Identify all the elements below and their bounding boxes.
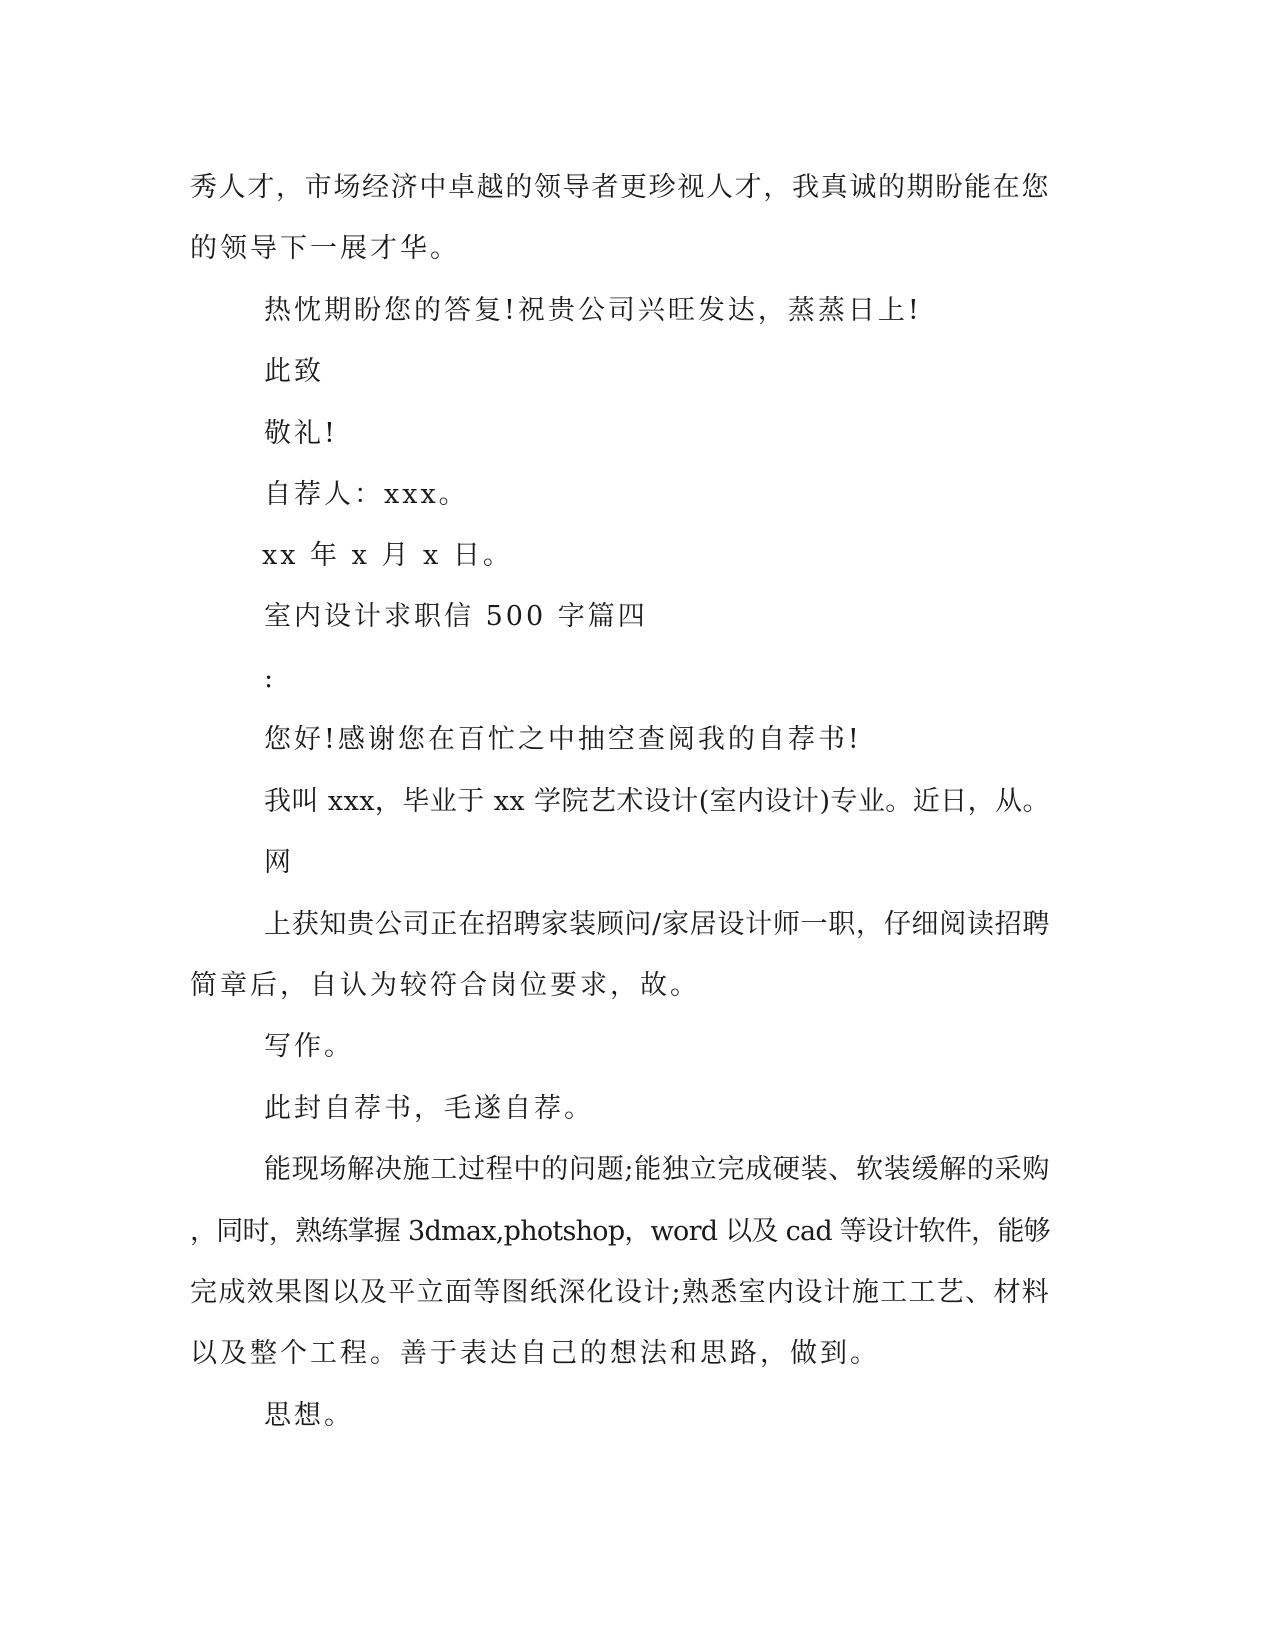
body-text-line: 思想。 <box>264 1400 354 1431</box>
body-text-line: ，同时，熟练掌握 3dmax,photshop，word 以及 cad 等设计软件，能够 <box>190 1216 1050 1247</box>
body-text-line: 上获知贵公司正在招聘家装顾问/家居设计师一职，仔细阅读招聘 <box>264 909 1051 940</box>
body-text-line: 我叫 xxx，毕业于 xx 学院艺术设计(室内设计)专业。近日，从。 <box>264 786 1050 817</box>
body-text-line: 简章后，自认为较符合岗位要求，故。 <box>190 970 700 1001</box>
date-line: xx 年 x 月 x 日。 <box>262 540 513 571</box>
salutation-jingli: 敬礼! <box>264 418 338 449</box>
salutation-cizhi: 此致 <box>264 356 324 387</box>
body-text-line: 以及整个工程。善于表达自己的想法和思路，做到。 <box>190 1338 880 1369</box>
greeting-colon: : <box>264 663 277 694</box>
body-text-line: 秀人才，市场经济中卓越的领导者更珍视人才，我真诚的期盼能在您 <box>190 172 1050 203</box>
body-text-line: 此封自荐书，毛遂自荐。 <box>264 1093 594 1124</box>
closing-wish: 热忱期盼您的答复!祝贵公司兴旺发达，蒸蒸日上! <box>264 295 922 326</box>
body-text-line: 能现场解决施工过程中的问题;能独立完成硬装、软装缓解的采购 <box>264 1154 1051 1185</box>
body-text-line: 您好!感谢您在百忙之中抽空查阅我的自荐书! <box>264 724 862 755</box>
body-text-line: 完成效果图以及平立面等图纸深化设计;熟悉室内设计施工工艺、材料 <box>190 1277 1051 1308</box>
signature-line: 自荐人：xxx。 <box>264 479 469 510</box>
body-text-line: 的领导下一展才华。 <box>190 233 460 264</box>
section-heading: 室内设计求职信 500 字篇四 <box>264 601 648 632</box>
body-text-line: 网 <box>264 847 294 878</box>
body-text-line: 写作。 <box>264 1031 354 1062</box>
